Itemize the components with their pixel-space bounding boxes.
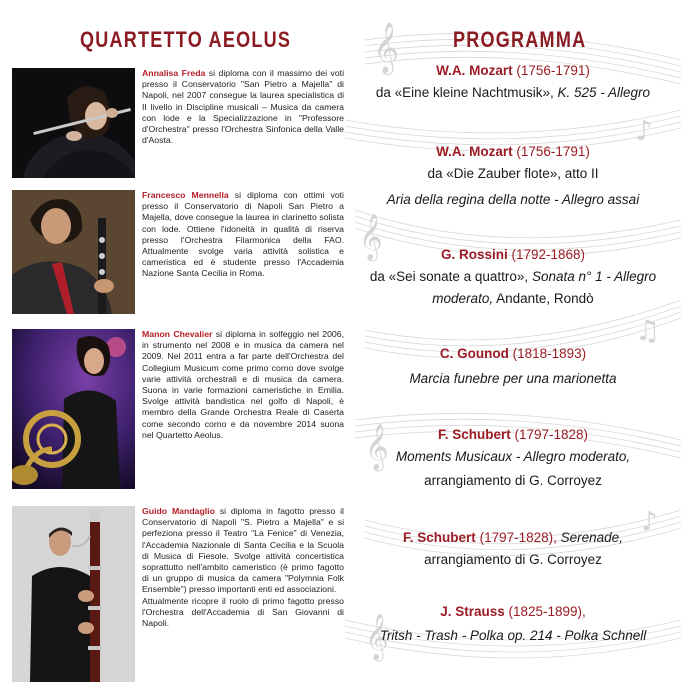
piece-line-italic: Sonata n° 1 - Allegro [531,269,657,284]
program-title: PROGRAMMA [453,27,587,52]
composer-dates: (1825-1899), [508,604,586,619]
piece-line-italic: Moments Musicaux - Allegro moderato, [395,449,631,464]
piece-line: Andante, Rondò [493,291,594,306]
piece-line: da «Die Zauber flote», atto II [427,166,599,181]
bio-name: Guido Mandaglio [142,506,215,516]
composer-name: G. Rossini [440,247,508,262]
svg-text:𝄞: 𝄞 [365,614,389,660]
piece-line: da «Eine kleine Nachtmusik», [375,85,558,100]
bio-name: Annalisa Freda [142,68,206,78]
piece-line: da «Sei sonate a quattro», [369,269,532,284]
piece-title-italic: Serenade, [556,530,623,545]
svg-text:♪: ♪ [641,507,658,537]
bio-text: si diploma con il massimo dei voti presso il Conservatorio "San Pietro a Majella" di Napoli, nel 2007 consegue la laurea specialistica di II livello in Discipline musicali – Musica da camera con lode e la Specializzazione in "Professore d'Orchestra" presso l'Orchestra Sinfonica della Valle d'Aosta. [142,68,345,146]
piece-line-italic: Marcia funebre per una marionetta [409,371,617,386]
svg-text:♫: ♫ [635,314,661,347]
svg-text:𝄞: 𝄞 [359,214,383,260]
composer-name: J. Strauss [440,604,505,619]
program-piece [345,527,681,571]
composer-dates: (1797-1828), [479,530,557,545]
program-piece [345,141,681,211]
program-piece [345,601,681,647]
bassoon-player-photo [12,506,135,682]
bio-manon-chevalier [12,329,342,489]
composer-name: W.A. Mozart [436,144,513,159]
composer-dates: (1756-1791) [516,63,590,78]
piece-line-italic: K. 525 - Allegro [557,85,651,100]
composer-dates: (1792-1868) [511,247,586,262]
bio-francesco-mennella [12,190,342,314]
program-column [345,0,681,688]
clarinet-player-photo [12,190,135,314]
svg-text:𝄞: 𝄞 [365,424,389,470]
piece-line-italic: Aria della regina della notte - Allegro assai [386,192,640,207]
program-piece [345,424,681,492]
program-piece [345,60,681,104]
bio-name: Manon Chevalier [142,329,213,339]
bio-name: Francesco Mennella [142,190,229,200]
composer-dates: (1756-1791) [516,144,590,159]
piece-line: arrangiamento di G. Corroyez [424,552,602,567]
piece-line-italic: Tritsh - Trash - Polka op. 214 - Polka Schnell [379,628,647,643]
piece-line: arrangiamento di G. Corroyez [424,473,602,488]
bio-text: si diploma in fagotto presso il Conservatorio di Napoli "S. Pietro a Majella" e si perfeziona presso il Teatro "La Fenice" di Venezia, l'Accademia Nazionale di Santa Cecilia e la Scuola di Musica di Fiesole. Svolge attività concertistica soprattutto nell'ambito cameristico (è primo fagotto di un gruppo di musica da camera "Polymnia Folk Ensemble") presso importanti enti ed associazioni. [142,506,344,595]
quartet-title: QUARTETTO AEOLUS [80,27,292,52]
program-piece [345,244,681,310]
composer-dates: (1797-1828) [514,427,589,442]
composer-name: C. Gounod [439,346,509,361]
svg-text:♪: ♪ [635,114,653,147]
flute-player-photo [12,68,135,178]
svg-text:𝄞: 𝄞 [373,22,400,73]
bio-text: si diploma in solfeggio nel 2006, in strumento nel 2008 e in musica da camera nel 2009. Nel 2011 entra a far parte dell'Orchestra del Collegium Musicum come primo corno dove svolge varie attività orchestrali e di musica da camera. Suona in varie formazioni cameristiche in Emilia. Svolge attività bandistica nel golfo di Napoli, è membro della Grande Orchestra Reale di Caserta come secondo corno e da novembre 2014 suona nel Quartetto Aeolus. [142,329,344,440]
bio-text-extra: Attualmente ricopre il ruolo di primo fagotto presso l'Orchestra dell'Accademia di San Giovanni di Napoli. [142,595,344,629]
bio-annalisa-freda [12,68,345,178]
composer-name: F. Schubert [403,530,476,545]
composer-dates: (1818-1893) [512,346,587,361]
piece-line-italic: moderato, [432,291,494,306]
horn-player-photo [12,329,135,489]
bio-text: si diploma con ottimi voti presso il Conservatorio di Napoli San Pietro a Majella, dove consegue la laurea in clarinetto solista con lode. Ottiene l'idoneità in qualità di riserva presso l'Orchestra Filarmonica della FAO. Attualmente svolge varia attività solistica e cameristica ed è studente presso l'Accademia Nazione Santa Cecilia in Roma. [142,190,344,279]
bio-guido-mandaglio [12,506,342,682]
composer-name: W.A. Mozart [436,63,513,78]
program-piece [345,343,681,390]
composer-name: F. Schubert [437,427,511,442]
